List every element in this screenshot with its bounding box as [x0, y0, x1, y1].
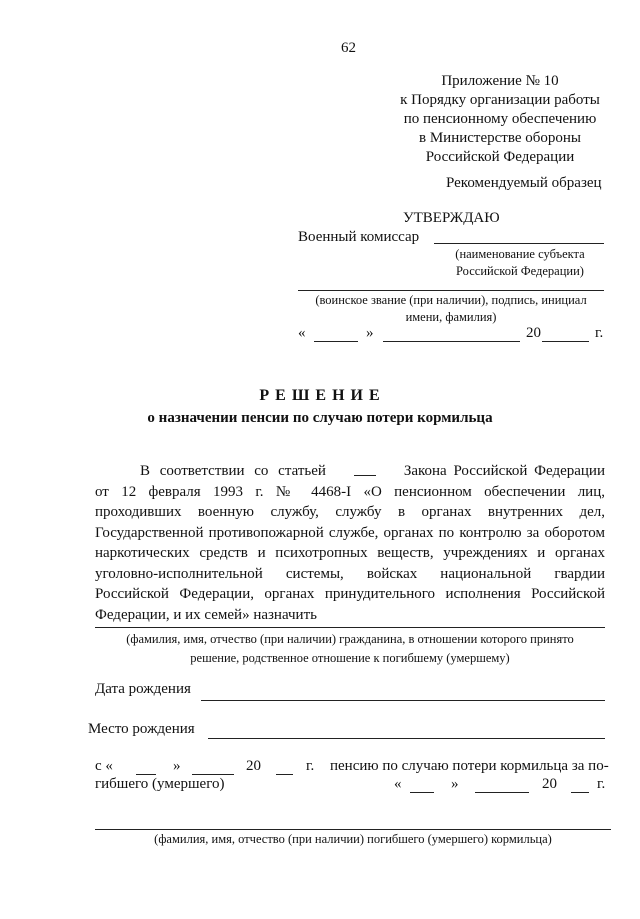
period-from-g: г. — [306, 758, 315, 774]
period-from-month-line — [192, 774, 234, 775]
page-number: 62 — [341, 40, 356, 56]
body-line-7: Российской Федерации, органах принудительного исполнения Российской — [95, 586, 605, 602]
article-number-line — [354, 461, 376, 476]
citizen-hint-1: (фамилия, имя, отчество (при наличии) гражданина, в отношении которого принято — [126, 632, 574, 646]
recommended-sample: Рекомендуемый образец — [446, 175, 602, 191]
period-from: с « — [95, 758, 113, 774]
approve-date-month-line — [383, 341, 520, 342]
rank-hint-2: имени, фамилия) — [405, 310, 497, 324]
rank-hint-1: (воинское звание (при наличии), подпись, инициал — [315, 293, 587, 307]
period-to-g: г. — [597, 776, 606, 792]
commissar-subject-line — [434, 243, 604, 244]
period-from-year: 20 — [246, 758, 261, 774]
rank-hint — [298, 292, 604, 326]
period-text: пенсию по случаю потери кормильца за по- — [330, 758, 609, 774]
period-to-close-quote: » — [451, 776, 459, 792]
body-line-8: Федерации, и их семей» назначить — [95, 606, 317, 623]
period-to-open-quote: « — [394, 776, 402, 792]
subject-hint-1: (наименование субъекта — [455, 247, 585, 261]
appendix-line-4: в Министерстве обороны — [419, 130, 581, 146]
citizen-hint — [95, 630, 605, 668]
appendix-line-3: по пенсионному обеспечению — [403, 111, 597, 127]
citizen-name-line — [95, 627, 605, 628]
body-line-1a: В соответствии со статьей — [140, 463, 326, 479]
body-line-5: наркотических средств и психотропных веществ, учреждениях и органах — [95, 545, 605, 561]
decision-subtitle: о назначении пенсии по случаю потери кормильца — [147, 410, 493, 426]
commissar-label: Военный комиссар — [298, 229, 420, 245]
period-to-year-line — [571, 792, 589, 793]
period-line-2: гибшего (умершего) — [95, 776, 225, 792]
birth-place-line — [208, 738, 605, 739]
approve-date-g: г. — [595, 325, 604, 341]
body-line-1 — [95, 461, 605, 482]
birth-date-line — [201, 700, 605, 701]
approve-date-open-quote: « — [298, 325, 306, 341]
approve-title: УТВЕРЖДАЮ — [403, 210, 500, 226]
body-line-3: проходивших военную службу, службу в органах внутренних дел, — [95, 504, 605, 520]
citizen-hint-2: решение, родственное отношение к погибшему (умершему) — [190, 651, 510, 665]
approve-date-day-line — [314, 341, 358, 342]
body-line-1b: Закона Российской Федерации — [403, 463, 605, 479]
body-line-6: уголовно-исполнительной системы, войсках национальной гвардии — [95, 565, 605, 582]
period-to-month-line — [475, 792, 529, 793]
approve-date-close-quote: » — [366, 325, 374, 341]
appendix-block — [370, 72, 630, 167]
decision-body — [95, 461, 605, 625]
birth-date-label: Дата рождения — [95, 681, 191, 697]
period-to-year: 20 — [542, 776, 557, 792]
approve-date-year-line — [542, 341, 589, 342]
body-line-4: Государственной противопожарной службе, органах по контролю за оборотом — [95, 524, 605, 541]
appendix-line-1: Приложение № 10 — [441, 73, 559, 89]
period-from-close-quote: » — [173, 758, 181, 774]
subject-hint-2: Российской Федерации) — [456, 264, 584, 278]
rank-signature-line — [298, 290, 604, 291]
period-from-day-line — [136, 774, 156, 775]
decision-title: Р Е Ш Е Н И Е — [259, 387, 381, 404]
deceased-name-line — [95, 829, 611, 830]
appendix-line-5: Российской Федерации — [425, 149, 575, 165]
period-from-year-line — [276, 774, 293, 775]
deceased-hint: (фамилия, имя, отчество (при наличии) погибшего (умершего) кормильца) — [154, 832, 552, 846]
subject-hint — [430, 246, 610, 280]
birth-place-label: Место рождения — [88, 721, 195, 737]
appendix-line-2: к Порядку организации работы — [400, 92, 600, 108]
body-line-2: от 12 февраля 1993 г. № 4468-I «О пенсионном обеспечении лиц, — [95, 483, 605, 500]
approve-date-year: 20 — [526, 325, 541, 341]
period-to-day-line — [410, 792, 434, 793]
